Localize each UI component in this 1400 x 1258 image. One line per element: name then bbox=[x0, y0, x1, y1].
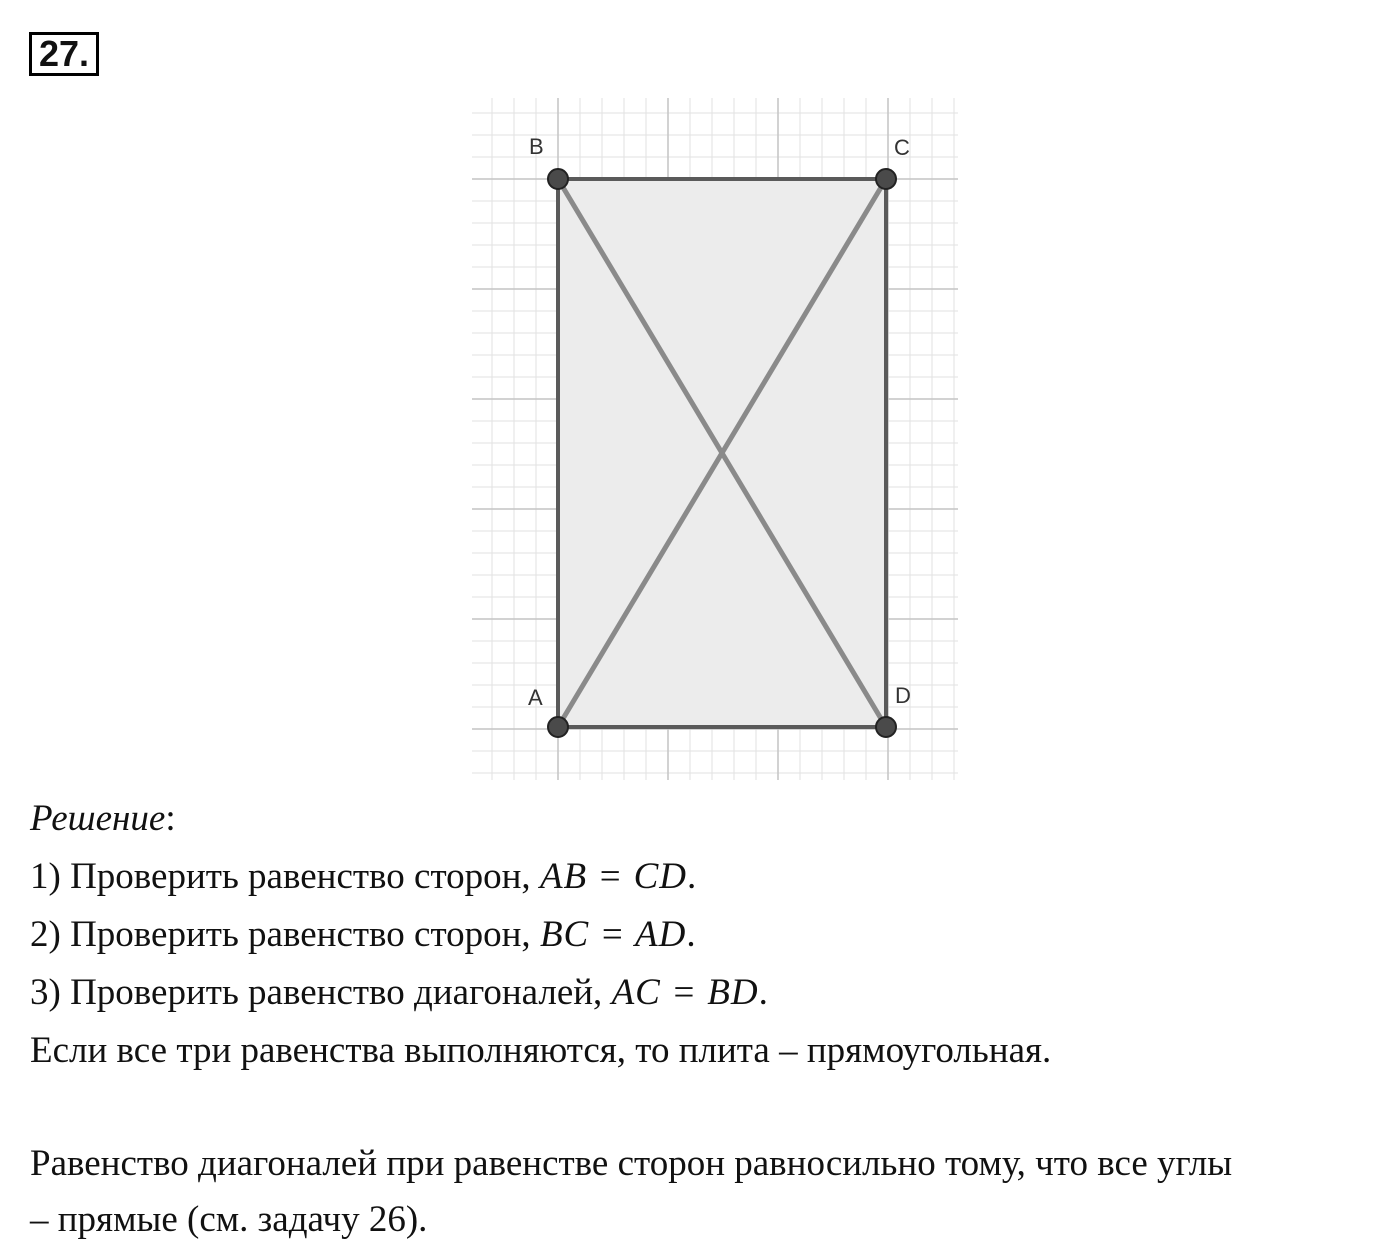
step-3-end: . bbox=[758, 972, 768, 1013]
step-3-equation: AC = BD bbox=[611, 972, 759, 1013]
step-3-text: 3) Проверить равенство диагоналей, bbox=[30, 972, 612, 1013]
label-a: A bbox=[528, 685, 543, 710]
rectangle-figure bbox=[472, 98, 958, 780]
step-2-equation: BC = AD bbox=[539, 914, 687, 955]
point-a bbox=[548, 717, 568, 737]
spacer bbox=[30, 1080, 1380, 1136]
step-1-end: . bbox=[687, 856, 697, 897]
conclusion: Если все три равенства выполняются, то плита – прямоугольная. bbox=[30, 1030, 1052, 1071]
point-b bbox=[548, 169, 568, 189]
solution-heading bbox=[30, 790, 1380, 848]
label-b: B bbox=[529, 134, 544, 159]
step-2-text: 2) Проверить равенство сторон, bbox=[30, 914, 540, 955]
step-3 bbox=[30, 964, 1380, 1022]
grid-drawing bbox=[472, 98, 958, 780]
step-2 bbox=[30, 906, 1380, 964]
note-line-2: – прямые (см. задачу 26). bbox=[30, 1199, 428, 1240]
label-c: C bbox=[894, 135, 910, 160]
step-1 bbox=[30, 848, 1380, 906]
step-2-end: . bbox=[686, 914, 696, 955]
heading-text: Решение bbox=[30, 798, 166, 839]
step-1-equation: AB = CD bbox=[539, 856, 688, 897]
point-c bbox=[876, 169, 896, 189]
heading-colon: : bbox=[165, 798, 176, 839]
label-d: D bbox=[895, 683, 911, 708]
step-1-text: 1) Проверить равенство сторон, bbox=[30, 856, 540, 897]
point-d bbox=[876, 717, 896, 737]
solution-block bbox=[30, 790, 1380, 1248]
task-number: 27. bbox=[29, 32, 99, 76]
note-line-1: Равенство диагоналей при равенстве сторон равносильно тому, что все углы bbox=[30, 1143, 1233, 1184]
